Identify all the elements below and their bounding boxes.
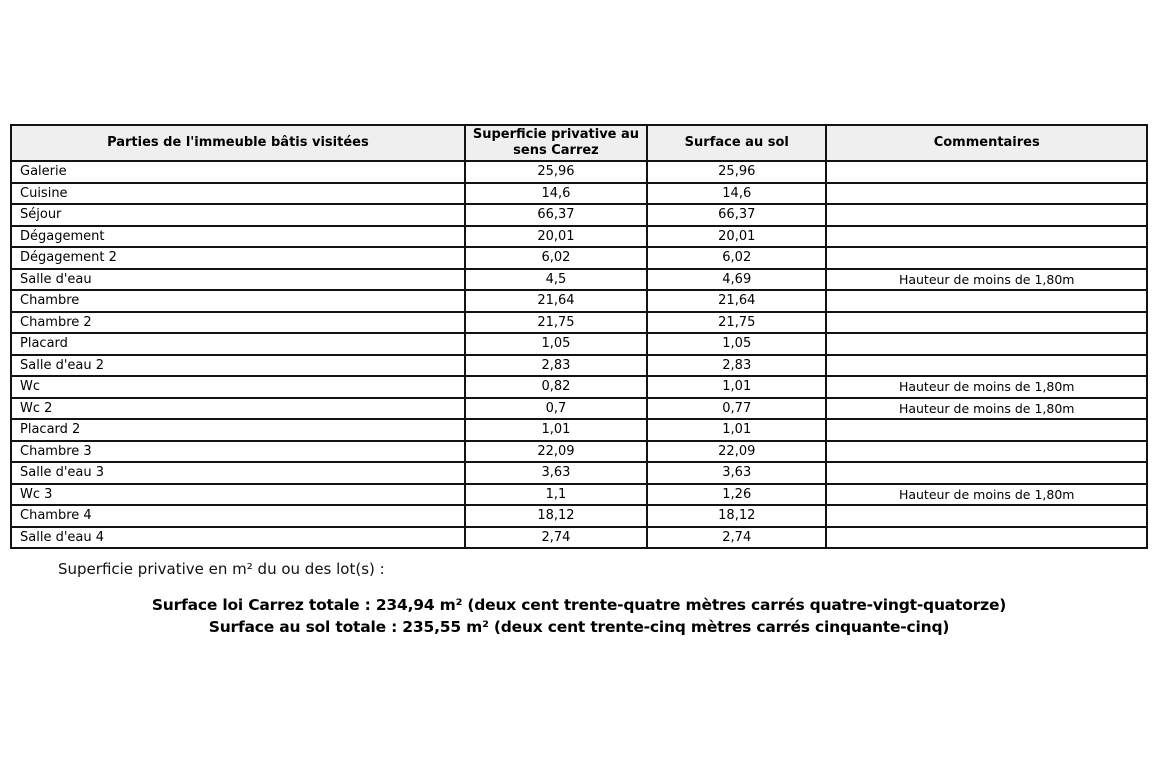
comment-cell bbox=[826, 527, 1147, 549]
comment-cell bbox=[826, 204, 1147, 226]
comment-cell: Hauteur de moins de 1,80m bbox=[826, 269, 1147, 291]
carrez-value-cell: 21,64 bbox=[465, 290, 647, 312]
table-row bbox=[11, 505, 1147, 527]
carrez-value-cell: 21,75 bbox=[465, 312, 647, 334]
surface-sol-value-cell: 1,05 bbox=[647, 333, 826, 355]
carrez-value-cell: 1,1 bbox=[465, 484, 647, 506]
comment-cell bbox=[826, 312, 1147, 334]
table-row bbox=[11, 183, 1147, 205]
room-name-cell: Placard 2 bbox=[11, 419, 465, 441]
surface-sol-value-cell: 20,01 bbox=[647, 226, 826, 248]
room-name-cell: Chambre 2 bbox=[11, 312, 465, 334]
room-name-cell: Chambre bbox=[11, 290, 465, 312]
table-row bbox=[11, 247, 1147, 269]
surface-sol-value-cell: 25,96 bbox=[647, 161, 826, 183]
room-name-cell: Salle d'eau 3 bbox=[11, 462, 465, 484]
surface-sol-value-cell: 66,37 bbox=[647, 204, 826, 226]
comment-cell bbox=[826, 183, 1147, 205]
surface-sol-value-cell: 18,12 bbox=[647, 505, 826, 527]
table-row bbox=[11, 226, 1147, 248]
table-row bbox=[11, 441, 1147, 463]
room-name-cell: Dégagement 2 bbox=[11, 247, 465, 269]
table-row bbox=[11, 355, 1147, 377]
room-name-cell: Galerie bbox=[11, 161, 465, 183]
room-name-cell: Placard bbox=[11, 333, 465, 355]
table-row bbox=[11, 398, 1147, 420]
table-row bbox=[11, 161, 1147, 183]
surface-sol-value-cell: 6,02 bbox=[647, 247, 826, 269]
surface-sol-value-cell: 0,77 bbox=[647, 398, 826, 420]
carrez-value-cell: 18,12 bbox=[465, 505, 647, 527]
carrez-value-cell: 2,83 bbox=[465, 355, 647, 377]
table-row bbox=[11, 376, 1147, 398]
room-name-cell: Chambre 4 bbox=[11, 505, 465, 527]
carrez-value-cell: 6,02 bbox=[465, 247, 647, 269]
totals-block bbox=[0, 594, 1158, 638]
table-row bbox=[11, 269, 1147, 291]
surface-sol-value-cell: 14,6 bbox=[647, 183, 826, 205]
carrez-value-cell: 22,09 bbox=[465, 441, 647, 463]
carrez-value-cell: 1,01 bbox=[465, 419, 647, 441]
room-name-cell: Dégagement bbox=[11, 226, 465, 248]
surface-sol-value-cell: 21,75 bbox=[647, 312, 826, 334]
carrez-value-cell: 0,7 bbox=[465, 398, 647, 420]
superficie-intro-text: Superficie privative en m² du ou des lot(s) : bbox=[58, 560, 385, 578]
table-row bbox=[11, 312, 1147, 334]
header-parties: Parties de l'immeuble bâtis visitées bbox=[11, 125, 465, 161]
surface-sol-value-cell: 22,09 bbox=[647, 441, 826, 463]
carrez-value-cell: 20,01 bbox=[465, 226, 647, 248]
room-name-cell: Chambre 3 bbox=[11, 441, 465, 463]
surface-sol-value-cell: 4,69 bbox=[647, 269, 826, 291]
carrez-value-cell: 1,05 bbox=[465, 333, 647, 355]
comment-cell bbox=[826, 226, 1147, 248]
surface-sol-value-cell: 21,64 bbox=[647, 290, 826, 312]
table-header-row bbox=[11, 125, 1147, 161]
comment-cell: Hauteur de moins de 1,80m bbox=[826, 376, 1147, 398]
room-name-cell: Wc 3 bbox=[11, 484, 465, 506]
carrez-value-cell: 66,37 bbox=[465, 204, 647, 226]
comment-cell bbox=[826, 247, 1147, 269]
carrez-value-cell: 4,5 bbox=[465, 269, 647, 291]
comment-cell bbox=[826, 505, 1147, 527]
table-row bbox=[11, 204, 1147, 226]
comment-cell bbox=[826, 419, 1147, 441]
room-name-cell: Wc 2 bbox=[11, 398, 465, 420]
table-row bbox=[11, 333, 1147, 355]
surface-sol-value-cell: 2,83 bbox=[647, 355, 826, 377]
surface-sol-value-cell: 2,74 bbox=[647, 527, 826, 549]
surface-sol-value-cell: 1,01 bbox=[647, 376, 826, 398]
carrez-value-cell: 2,74 bbox=[465, 527, 647, 549]
table-header bbox=[11, 125, 1147, 161]
carrez-value-cell: 25,96 bbox=[465, 161, 647, 183]
table-row bbox=[11, 484, 1147, 506]
carrez-value-cell: 0,82 bbox=[465, 376, 647, 398]
comment-cell bbox=[826, 441, 1147, 463]
header-commentaires: Commentaires bbox=[826, 125, 1147, 161]
room-name-cell: Wc bbox=[11, 376, 465, 398]
room-name-cell: Salle d'eau 2 bbox=[11, 355, 465, 377]
comment-cell: Hauteur de moins de 1,80m bbox=[826, 398, 1147, 420]
room-name-cell: Séjour bbox=[11, 204, 465, 226]
room-name-cell: Salle d'eau bbox=[11, 269, 465, 291]
table-row bbox=[11, 462, 1147, 484]
total-sol-text: Surface au sol totale : 235,55 m² (deux cent trente-cinq mètres carrés cinquante-cinq) bbox=[208, 618, 950, 636]
table-row bbox=[11, 527, 1147, 549]
comment-cell: Hauteur de moins de 1,80m bbox=[826, 484, 1147, 506]
table-row bbox=[11, 290, 1147, 312]
surface-sol-value-cell: 1,26 bbox=[647, 484, 826, 506]
surface-sol-value-cell: 1,01 bbox=[647, 419, 826, 441]
surface-sol-value-cell: 3,63 bbox=[647, 462, 826, 484]
carrez-surface-table bbox=[10, 124, 1148, 549]
comment-cell bbox=[826, 462, 1147, 484]
header-carrez: Superficie privative au sens Carrez bbox=[465, 125, 647, 161]
room-name-cell: Salle d'eau 4 bbox=[11, 527, 465, 549]
table-row bbox=[11, 419, 1147, 441]
comment-cell bbox=[826, 161, 1147, 183]
comment-cell bbox=[826, 333, 1147, 355]
room-name-cell: Cuisine bbox=[11, 183, 465, 205]
carrez-value-cell: 3,63 bbox=[465, 462, 647, 484]
comment-cell bbox=[826, 355, 1147, 377]
comment-cell bbox=[826, 290, 1147, 312]
header-surface-sol: Surface au sol bbox=[647, 125, 826, 161]
carrez-value-cell: 14,6 bbox=[465, 183, 647, 205]
table-body bbox=[11, 161, 1147, 548]
total-carrez-text: Surface loi Carrez totale : 234,94 m² (deux cent trente-quatre mètres carrés quatre-vingt-quatorze) bbox=[151, 596, 1007, 614]
